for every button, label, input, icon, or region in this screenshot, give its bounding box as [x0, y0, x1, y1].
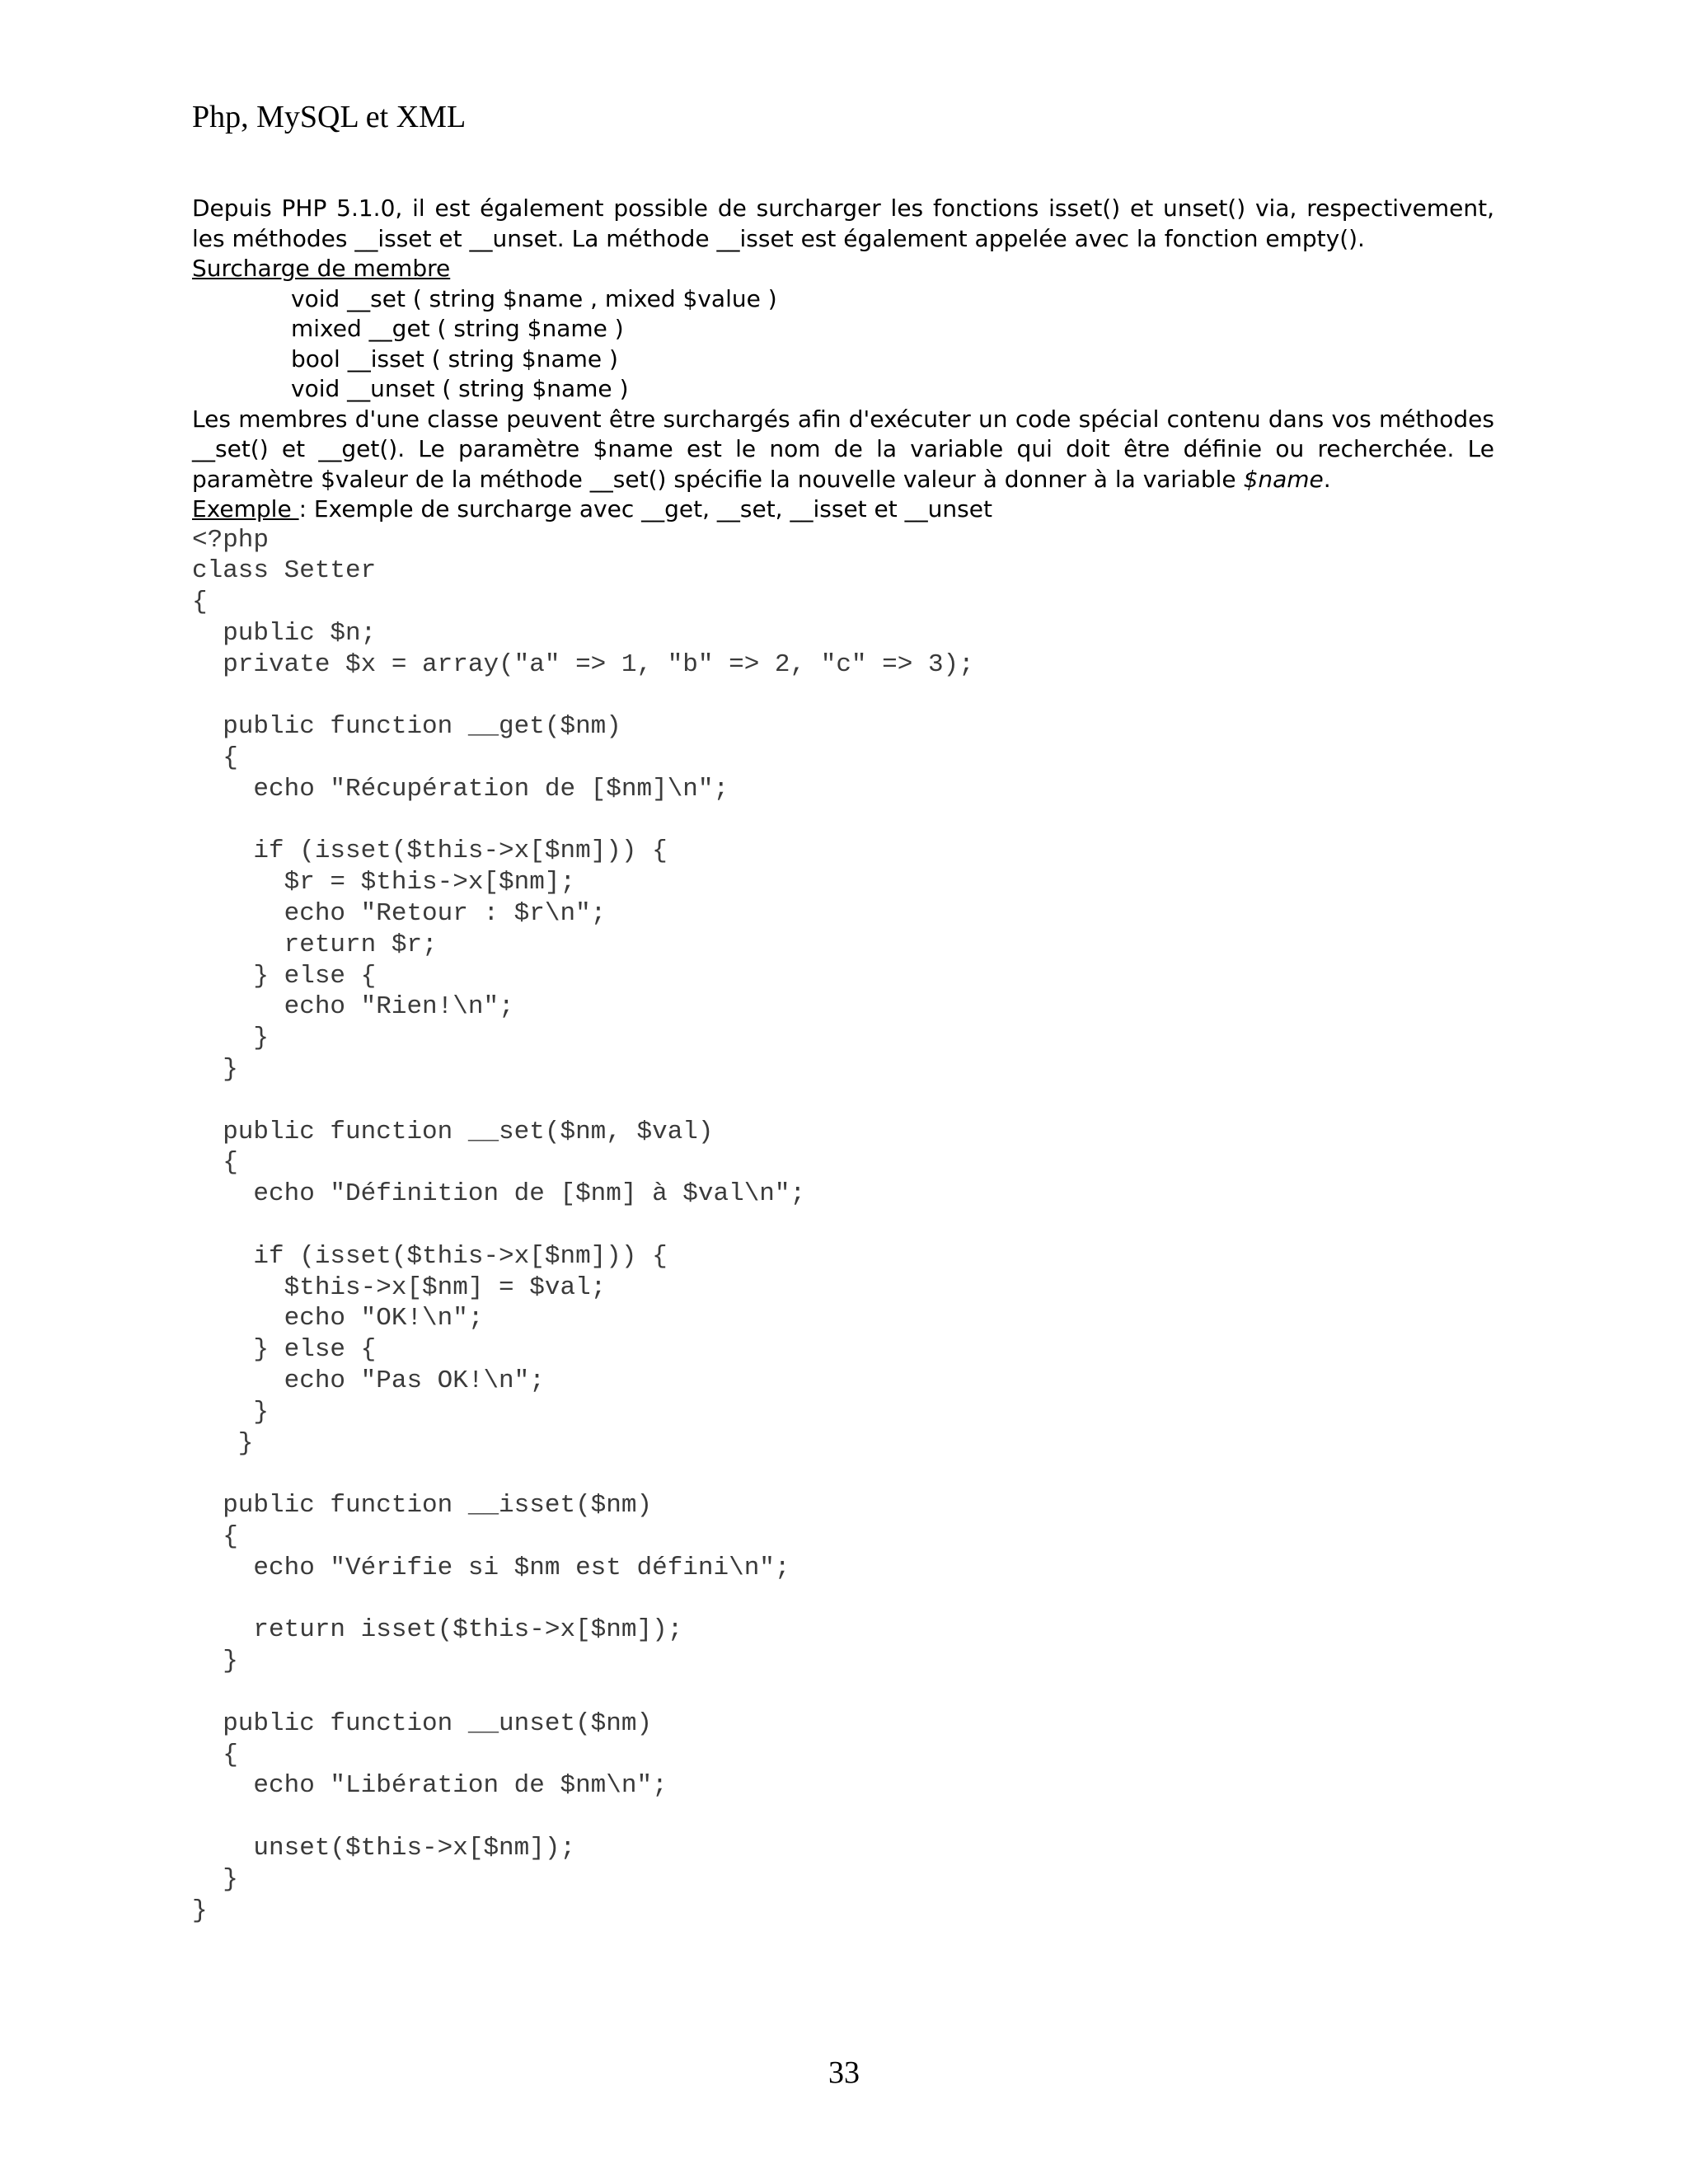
description-variable: $name	[1243, 465, 1324, 493]
page-header-title: Php, MySQL et XML	[192, 100, 467, 134]
page-number: 33	[828, 2055, 860, 2090]
signature-isset: bool __isset ( string $name )	[291, 344, 618, 373]
document-body	[192, 194, 1494, 1926]
example-caption: : Exemple de surcharge avec __get, __set, __isset et __unset	[298, 495, 992, 523]
intro-paragraph: Depuis PHP 5.1.0, il est également possible de surcharger les fonctions isset() et unset() via, respectivement, les méthodes __isset et __unset. La méthode __isset est également appelée avec la fonction empty().	[192, 194, 1494, 252]
signature-unset: void __unset ( string $name )	[291, 375, 629, 402]
example-label: Exemple	[192, 495, 299, 523]
code-listing: <?php class Setter { public $n; private $x = array("a" => 1, "b" => 2, "c" => 3); public function __get($nm) { echo "Récupération de [$nm]\n"; if (isset($this->x[$nm])) { $r = $this->x[$nm]; echo "Retour : $r\n"; return $r; } else { echo "Rien!\n"; } } public function __set($nm, $val) { echo "Définition de [$nm] à $val\n"; if (isset($this->x[$nm])) { $this->x[$nm] = $val; echo "OK!\n"; } else { echo "Pas OK!\n"; } } public function __isset($nm) { echo "Vérifie si $nm est défini\n"; return isset($this->x[$nm]); } public function __unset($nm) { echo "Libération de $nm\n"; unset($this->x[$nm]); } }	[192, 525, 974, 1925]
description-end: .	[1323, 465, 1331, 493]
signature-set: void __set ( string $name , mixed $value )	[291, 284, 777, 312]
example-caption-line	[192, 494, 1494, 525]
section-heading: Surcharge de membre	[192, 255, 451, 282]
method-signatures	[192, 284, 1494, 405]
description-text: Les membres d'une classe peuvent être surchargés afin d'exécuter un code spécial contenu dans vos méthodes __set() et __get(). Le paramètre $name est le nom de la variable qui doit être définie ou recherchée. Le paramètre $valeur de la méthode __set() spécifie la nouvelle valeur à donner à la variable	[192, 405, 1494, 493]
description-paragraph	[192, 405, 1494, 495]
signature-get: mixed __get ( string $name )	[291, 315, 624, 342]
